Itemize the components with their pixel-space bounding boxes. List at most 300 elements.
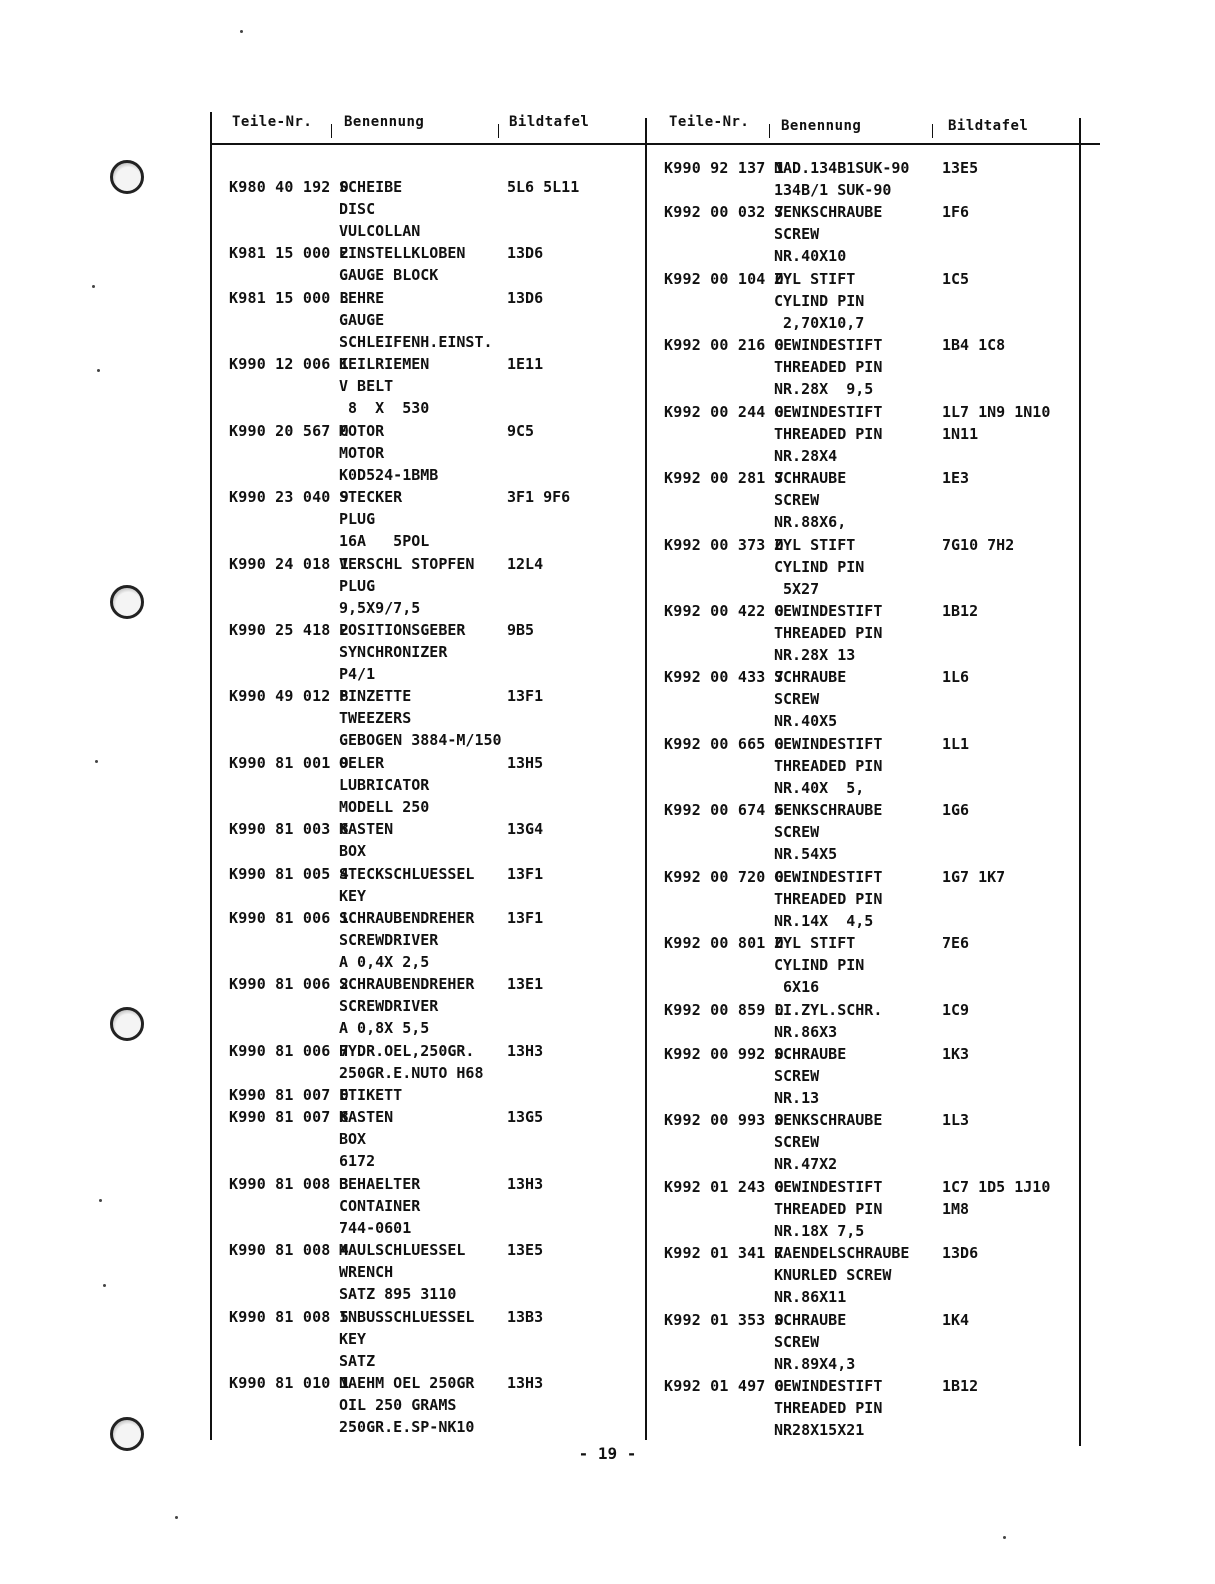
- plate-reference-line: 13E1: [507, 975, 544, 994]
- plate-reference-line: 7G10 7H2: [942, 535, 1015, 554]
- plate-reference: [942, 1242, 1092, 1308]
- part-row: [229, 863, 657, 907]
- part-number: K990 24 018 1: [229, 554, 349, 573]
- description-line: GEBOGEN 3884-M/150: [339, 731, 502, 750]
- description-line: NR.40X10: [774, 247, 847, 266]
- header-tick: [769, 124, 770, 138]
- page-number: - 19 -: [578, 1444, 637, 1463]
- description-line: VERSCHL STOPFEN: [339, 554, 475, 573]
- part-description: [339, 287, 507, 353]
- description-line: SCREWDRIVER: [339, 930, 439, 949]
- description-line: THREADED PIN: [774, 624, 883, 642]
- part-row: [229, 752, 657, 818]
- part-number: K992 00 373 0: [664, 535, 784, 554]
- description-line: KASTEN: [339, 1108, 394, 1127]
- part-row: [664, 1109, 1092, 1175]
- part-number: K990 81 007 0: [229, 1086, 349, 1105]
- part-number: K992 00 674 6: [664, 801, 784, 820]
- description-line: MAULSCHLUESSEL: [339, 1241, 466, 1260]
- part-description: [339, 1372, 507, 1438]
- description-line: NR.86X3: [774, 1022, 838, 1041]
- part-number: K990 81 008 4: [229, 1241, 349, 1260]
- description-line: 2,70X10,7: [774, 313, 865, 332]
- scan-speck: [1003, 1536, 1006, 1539]
- description-line: SYNCHRONIZER: [339, 643, 448, 661]
- description-line: OIL 250 GRAMS: [339, 1396, 457, 1415]
- description-line: EINSTELLKLOBEN: [339, 244, 466, 263]
- part-row: [229, 1084, 657, 1106]
- plate-reference-line: 13E5: [942, 159, 979, 177]
- part-description: [774, 157, 942, 201]
- description-line: NR.13: [774, 1089, 820, 1107]
- part-number: K992 00 216 0: [664, 336, 784, 355]
- plate-reference: [942, 534, 1092, 600]
- part-number: K980 40 192 0: [229, 178, 349, 196]
- description-line: SCHRAUBE: [774, 1045, 847, 1063]
- part-row: [664, 1176, 1092, 1242]
- binder-hole-icon: [110, 160, 144, 194]
- plate-reference-line: 1B4 1C8: [942, 336, 1006, 355]
- description-line: WRENCH: [339, 1263, 394, 1282]
- part-number: K990 81 006 1: [229, 908, 349, 927]
- part-description: [774, 999, 942, 1043]
- description-line: 744-0601: [339, 1218, 412, 1237]
- description-line: TWEEZERS: [339, 709, 412, 728]
- description-line: NAEHM OEL 250GR: [339, 1374, 475, 1393]
- part-number: K990 81 006 7: [229, 1041, 349, 1060]
- part-description: [774, 1109, 942, 1175]
- plate-reference: [507, 1239, 657, 1305]
- description-line: VULCOLLAN: [339, 222, 421, 240]
- description-line: THREADED PIN: [774, 756, 883, 775]
- part-number: K990 81 007 8: [229, 1108, 349, 1127]
- plate-reference-line: 5L6 5L11: [507, 178, 580, 196]
- description-line: SCHRAUBE: [774, 668, 847, 687]
- scan-speck: [103, 1284, 106, 1287]
- part-description: [774, 401, 942, 467]
- part-description: [339, 973, 507, 1039]
- part-description: [774, 268, 942, 334]
- plate-reference-line: 1G6: [942, 801, 970, 820]
- part-number: K992 00 665 0: [664, 734, 784, 753]
- plate-reference: [507, 1372, 657, 1438]
- description-line: STECKSCHLUESSEL: [339, 864, 475, 883]
- part-row: [664, 201, 1092, 267]
- description-line: CONTAINER: [339, 1196, 421, 1215]
- plate-reference-line: 1B12: [942, 602, 979, 620]
- header-description: Benennung: [781, 118, 862, 134]
- plate-reference-line: 9C5: [507, 421, 535, 440]
- description-line: GEWINDESTIFT: [774, 602, 883, 620]
- part-number: K992 00 422 0: [664, 602, 784, 620]
- plate-reference-line: 1M8: [942, 1199, 970, 1218]
- part-description: [774, 201, 942, 267]
- plate-reference: [507, 176, 657, 242]
- header-part-no: Teile-Nr.: [669, 114, 750, 130]
- plate-reference: [942, 799, 1092, 865]
- description-line: NR.18X 7,5: [774, 1221, 865, 1240]
- description-line: THREADED PIN: [774, 889, 883, 908]
- part-row: [664, 733, 1092, 799]
- description-line: NR.28X4: [774, 446, 838, 465]
- plate-reference: [942, 999, 1092, 1043]
- plate-reference: [507, 553, 657, 619]
- plate-reference-line: 1L7 1N9 1N10: [942, 402, 1051, 421]
- description-line: CYLIND PIN: [774, 956, 865, 975]
- description-line: HYDR.OEL,250GR.: [339, 1041, 475, 1060]
- plate-reference-line: 1L1: [942, 734, 970, 753]
- description-line: 5X27: [774, 579, 820, 598]
- description-line: STECKER: [339, 488, 403, 507]
- part-description: [339, 752, 507, 818]
- description-line: DISC: [339, 200, 376, 218]
- part-description: [339, 486, 507, 552]
- description-line: 6X16: [774, 978, 820, 997]
- description-line: SCHRAUBENDREHER: [339, 975, 475, 994]
- description-line: ZYL STIFT: [774, 934, 856, 953]
- part-row: [664, 1309, 1092, 1375]
- description-line: NR.47X2: [774, 1155, 838, 1174]
- description-line: SCHRAUBENDREHER: [339, 908, 475, 927]
- description-line: A 0,8X 5,5: [339, 1019, 430, 1038]
- part-row: [664, 1043, 1092, 1109]
- part-number: K990 81 003 8: [229, 820, 349, 839]
- part-number: K992 01 497 0: [664, 1377, 784, 1396]
- plate-reference-line: 1C7 1D5 1J10: [942, 1177, 1051, 1196]
- part-description: [339, 619, 507, 685]
- description-line: SATZ 895 3110: [339, 1285, 457, 1304]
- part-number: K990 81 008 3: [229, 1174, 349, 1193]
- scan-speck: [92, 285, 95, 288]
- description-line: CYLIND PIN: [774, 291, 865, 310]
- description-line: PLUG: [339, 510, 376, 529]
- plate-reference: [507, 486, 657, 552]
- header-tick: [331, 124, 332, 138]
- description-line: NR.88X6,: [774, 513, 847, 532]
- part-number: K981 15 000 3: [229, 288, 349, 307]
- part-number: K990 92 137 1: [664, 159, 784, 177]
- part-description: [774, 866, 942, 932]
- plate-reference-line: 1E11: [507, 355, 544, 374]
- plate-reference: [942, 201, 1092, 267]
- plate-reference: [507, 242, 657, 286]
- plate-reference-line: 13H3: [507, 1174, 544, 1193]
- part-description: [774, 932, 942, 998]
- plate-reference: [942, 1043, 1092, 1109]
- plate-reference-line: 1C5: [942, 269, 970, 288]
- plate-reference: [942, 334, 1092, 400]
- description-line: BEHAELTER: [339, 1174, 421, 1193]
- part-row: [229, 1372, 657, 1438]
- description-line: 134B/1 SUK-90: [774, 181, 892, 199]
- description-line: INBUSSCHLUESSEL: [339, 1307, 475, 1326]
- header-plate: Bildtafel: [948, 118, 1029, 134]
- part-description: [339, 907, 507, 973]
- description-line: LUBRICATOR: [339, 775, 430, 794]
- part-row: [664, 666, 1092, 732]
- description-line: NR.86X11: [774, 1288, 847, 1307]
- part-row: [229, 420, 657, 486]
- description-line: 9,5X9/7,5: [339, 598, 421, 617]
- description-line: PINZETTE: [339, 687, 412, 706]
- description-line: POSITIONSGEBER: [339, 621, 466, 639]
- description-line: LEHRE: [339, 288, 385, 307]
- description-line: GEWINDESTIFT: [774, 402, 883, 421]
- part-number: K992 00 992 0: [664, 1045, 784, 1063]
- description-line: SCHRAUBE: [774, 1310, 847, 1329]
- description-line: SENKSCHRAUBE: [774, 203, 883, 222]
- description-line: PLUG: [339, 576, 376, 595]
- part-row: [664, 534, 1092, 600]
- description-line: NR.40X 5,: [774, 778, 865, 797]
- plate-reference: [507, 752, 657, 818]
- header-tick: [498, 124, 499, 138]
- plate-reference: [507, 1084, 657, 1106]
- part-row: [229, 973, 657, 1039]
- part-row: [229, 287, 657, 353]
- plate-reference: [507, 1173, 657, 1239]
- plate-reference-line: 1G7 1K7: [942, 867, 1006, 886]
- description-line: SCREW: [774, 1067, 820, 1085]
- part-row: [664, 866, 1092, 932]
- plate-reference-line: 1E3: [942, 469, 970, 488]
- plate-reference-line: 13G4: [507, 820, 544, 839]
- part-number: K990 20 567 0: [229, 421, 349, 440]
- plate-reference: [942, 932, 1092, 998]
- part-description: [774, 733, 942, 799]
- description-line: SENKSCHRAUBE: [774, 1111, 883, 1130]
- part-description: [339, 1173, 507, 1239]
- part-row: [664, 600, 1092, 666]
- plate-reference: [942, 401, 1092, 467]
- part-description: [774, 799, 942, 865]
- plate-reference-line: 13D6: [942, 1244, 979, 1263]
- description-line: SCREW: [774, 823, 820, 842]
- description-line: SCHEIBE: [339, 178, 403, 196]
- description-line: V BELT: [339, 377, 394, 396]
- part-row: [229, 486, 657, 552]
- part-description: [774, 534, 942, 600]
- part-description: [774, 467, 942, 533]
- part-description: [339, 863, 507, 907]
- part-description: [339, 818, 507, 862]
- plate-reference: [942, 600, 1092, 666]
- part-row: [664, 268, 1092, 334]
- scan-speck: [240, 30, 243, 33]
- plate-reference: [507, 907, 657, 973]
- description-line: GEWINDESTIFT: [774, 1177, 883, 1196]
- part-description: [774, 600, 942, 666]
- part-number: K992 00 244 0: [664, 402, 784, 421]
- plate-reference: [507, 1106, 657, 1172]
- description-line: SCREW: [774, 690, 820, 709]
- part-row: [664, 467, 1092, 533]
- description-line: KNURLED SCREW: [774, 1266, 892, 1285]
- description-line: ETIKETT: [339, 1086, 403, 1105]
- description-line: SCHRAUBE: [774, 469, 847, 488]
- part-number: K990 25 418 2: [229, 621, 349, 639]
- description-line: GEWINDESTIFT: [774, 336, 883, 355]
- description-line: A 0,4X 2,5: [339, 952, 430, 971]
- description-line: MODELL 250: [339, 797, 430, 816]
- plate-reference: [507, 973, 657, 1039]
- part-number: K990 49 012 8: [229, 687, 349, 706]
- plate-reference-line: 1F6: [942, 203, 970, 222]
- plate-reference: [942, 467, 1092, 533]
- part-row: [664, 157, 1092, 201]
- scan-speck: [99, 1199, 102, 1202]
- part-number: K992 01 243 0: [664, 1177, 784, 1196]
- description-line: KASTEN: [339, 820, 394, 839]
- description-line: NR.40X5: [774, 712, 838, 731]
- plate-reference-line: 13D6: [507, 288, 544, 307]
- part-number: K992 00 993 0: [664, 1111, 784, 1130]
- plate-reference-line: 13G5: [507, 1108, 544, 1127]
- plate-reference: [507, 420, 657, 486]
- part-description: [339, 1306, 507, 1372]
- plate-reference: [942, 1109, 1092, 1175]
- part-row: [229, 1106, 657, 1172]
- description-line: SCREW: [774, 1332, 820, 1351]
- part-number: K992 00 720 0: [664, 867, 784, 886]
- part-description: [339, 176, 507, 242]
- part-row: [229, 553, 657, 619]
- plate-reference-line: 12L4: [507, 554, 544, 573]
- part-row: [664, 401, 1092, 467]
- part-description: [774, 1043, 942, 1109]
- description-line: SCREW: [774, 225, 820, 244]
- part-row: [664, 799, 1092, 865]
- part-description: [774, 1375, 942, 1441]
- part-row: [664, 334, 1092, 400]
- part-row: [229, 685, 657, 751]
- plate-reference: [942, 1309, 1092, 1375]
- plate-reference-line: 1C9: [942, 1000, 970, 1019]
- description-line: KEILRIEMEN: [339, 355, 430, 374]
- header-rule: [210, 143, 1100, 145]
- description-line: MOTOR: [339, 443, 385, 462]
- part-description: [774, 1176, 942, 1242]
- part-row: [664, 999, 1092, 1043]
- part-number: K990 81 001 9: [229, 753, 349, 772]
- plate-reference: [507, 863, 657, 907]
- plate-reference: [942, 157, 1092, 201]
- description-line: MOTOR: [339, 421, 385, 440]
- plate-reference: [942, 1176, 1092, 1242]
- description-line: GAUGE BLOCK: [339, 266, 439, 285]
- part-number: K992 01 353 0: [664, 1310, 784, 1329]
- description-line: BOX: [339, 842, 367, 861]
- part-number: K992 00 032 7: [664, 203, 784, 222]
- part-number: K990 81 010 1: [229, 1374, 349, 1393]
- description-line: SCREW: [774, 1133, 820, 1152]
- plate-reference-line: 13B3: [507, 1307, 544, 1326]
- part-row: [229, 176, 657, 242]
- part-description: [339, 1084, 507, 1106]
- part-description: [339, 1239, 507, 1305]
- plate-reference-line: [507, 1084, 657, 1106]
- plate-reference: [942, 268, 1092, 334]
- part-row: [229, 1306, 657, 1372]
- part-number: K981 15 000 2: [229, 244, 349, 263]
- plate-reference: [942, 666, 1092, 732]
- part-row: [229, 1040, 657, 1084]
- header-part-no: Teile-Nr.: [232, 114, 313, 130]
- plate-reference-line: 7E6: [942, 934, 970, 953]
- part-description: [339, 553, 507, 619]
- plate-reference: [507, 353, 657, 419]
- plate-reference-line: 1K4: [942, 1310, 970, 1329]
- part-number: K990 81 008 5: [229, 1307, 349, 1326]
- part-number: K990 81 005 4: [229, 864, 349, 883]
- description-line: RAENDELSCHRAUBE: [774, 1244, 910, 1263]
- description-line: K0D524-1BMB: [339, 465, 439, 484]
- part-description: [774, 666, 942, 732]
- part-description: [339, 420, 507, 486]
- part-description: [339, 1040, 507, 1084]
- plate-reference-line: 1B12: [942, 1377, 979, 1396]
- part-row: [229, 907, 657, 973]
- part-row: [664, 932, 1092, 998]
- part-description: [774, 1309, 942, 1375]
- description-line: NR.14X 4,5: [774, 911, 874, 930]
- description-line: KEY: [339, 1329, 367, 1348]
- description-line: KEY: [339, 886, 367, 905]
- part-description: [339, 685, 507, 751]
- plate-reference-line: 13F1: [507, 864, 544, 883]
- plate-reference-line: 1L3: [942, 1111, 970, 1130]
- part-description: [339, 242, 507, 286]
- part-number: K992 00 859 0: [664, 1000, 784, 1019]
- part-description: [774, 334, 942, 400]
- binder-hole-icon: [110, 1007, 144, 1041]
- part-row: [664, 1242, 1092, 1308]
- part-number: K992 00 801 0: [664, 934, 784, 953]
- plate-reference-line: 13F1: [507, 908, 544, 927]
- plate-reference: [942, 866, 1092, 932]
- plate-reference-line: 1L6: [942, 668, 970, 687]
- description-line: NR.28X 9,5: [774, 380, 874, 399]
- description-line: NR28X15X21: [774, 1421, 865, 1440]
- part-row: [229, 1173, 657, 1239]
- part-number: K992 00 433 7: [664, 668, 784, 687]
- part-row: [229, 619, 657, 685]
- description-line: LI.ZYL.SCHR.: [774, 1000, 883, 1019]
- left-table-border: [210, 112, 212, 1440]
- plate-reference: [942, 1375, 1092, 1441]
- description-line: CYLIND PIN: [774, 557, 865, 576]
- plate-reference-line: 13D6: [507, 244, 544, 263]
- description-line: SATZ: [339, 1351, 376, 1370]
- description-line: 8 X 530: [339, 399, 430, 418]
- part-row: [229, 353, 657, 419]
- plate-reference-line: 13H5: [507, 753, 544, 772]
- description-line: NR.28X 13: [774, 646, 856, 664]
- scan-speck: [97, 369, 100, 372]
- description-line: SCREW: [774, 491, 820, 510]
- part-row: [229, 1239, 657, 1305]
- part-number: K990 12 006 1: [229, 355, 349, 374]
- plate-reference: [507, 1306, 657, 1372]
- description-line: THREADED PIN: [774, 358, 883, 377]
- plate-reference-line: 13H3: [507, 1041, 544, 1060]
- description-line: GEWINDESTIFT: [774, 1377, 883, 1396]
- description-line: 16A 5POL: [339, 532, 430, 551]
- description-line: GAUGE: [339, 310, 385, 329]
- description-line: BOX: [339, 1130, 367, 1149]
- plate-reference: [507, 287, 657, 353]
- description-line: NR.89X4,3: [774, 1354, 856, 1373]
